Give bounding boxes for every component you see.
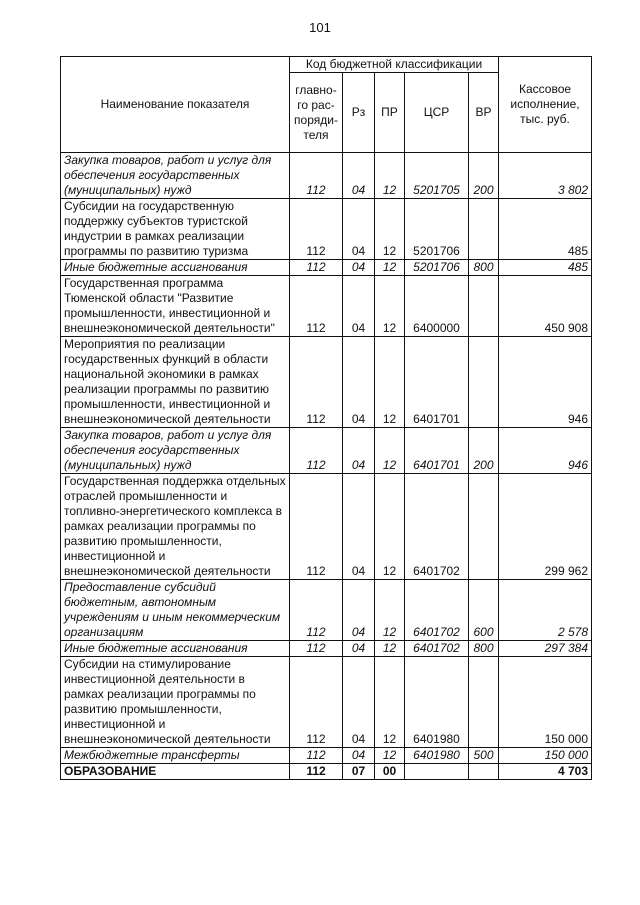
cell-glavny: 112 [290, 276, 343, 337]
cell-pr: 12 [375, 276, 405, 337]
cell-glavny: 112 [290, 260, 343, 276]
header-amount: Кассовое исполнение, тыс. руб. [499, 57, 592, 153]
cell-rz: 04 [343, 748, 375, 764]
cell-csr: 6401980 [405, 748, 469, 764]
cell-glavny: 112 [290, 748, 343, 764]
cell-vr [469, 474, 499, 580]
table-row [61, 748, 592, 764]
cell-name: Мероприятия по реализации государственных функций в области национальной экономики в рамках реализации программы по развитию промышленности, инвестиционной и внешнеэкономической деятельности [61, 337, 290, 428]
cell-amount: 3 802 [499, 153, 592, 199]
cell-vr [469, 764, 499, 780]
header-csr: ЦСР [405, 73, 469, 153]
cell-vr: 600 [469, 580, 499, 641]
cell-rz: 04 [343, 199, 375, 260]
table-row [61, 337, 592, 428]
cell-glavny: 112 [290, 641, 343, 657]
cell-csr: 5201706 [405, 260, 469, 276]
cell-rz: 04 [343, 276, 375, 337]
table-row [61, 260, 592, 276]
cell-glavny: 112 [290, 199, 343, 260]
cell-glavny: 112 [290, 580, 343, 641]
cell-vr [469, 276, 499, 337]
cell-csr: 6401702 [405, 580, 469, 641]
cell-csr: 5201706 [405, 199, 469, 260]
cell-amount: 946 [499, 337, 592, 428]
cell-name: Предоставление субсидий бюджетным, автономным учреждениям и иным некоммерческим организациям [61, 580, 290, 641]
header-name: Наименование показателя [61, 57, 290, 153]
cell-name: Субсидии на государственную поддержку субъектов туристской индустрии в рамках реализации программы по развитию туризма [61, 199, 290, 260]
table-row [61, 641, 592, 657]
cell-csr: 6401702 [405, 641, 469, 657]
cell-rz: 04 [343, 641, 375, 657]
table-row [61, 153, 592, 199]
cell-pr: 12 [375, 260, 405, 276]
cell-pr: 12 [375, 337, 405, 428]
cell-pr: 12 [375, 580, 405, 641]
table-row [61, 474, 592, 580]
table-row [61, 580, 592, 641]
cell-amount: 2 578 [499, 580, 592, 641]
cell-vr: 800 [469, 641, 499, 657]
cell-pr: 12 [375, 657, 405, 748]
page-number: 101 [309, 20, 331, 35]
cell-csr: 6401702 [405, 474, 469, 580]
cell-amount: 297 384 [499, 641, 592, 657]
cell-glavny: 112 [290, 428, 343, 474]
table-body [61, 153, 592, 780]
cell-rz: 04 [343, 657, 375, 748]
cell-amount: 4 703 [499, 764, 592, 780]
cell-pr: 12 [375, 474, 405, 580]
cell-pr: 12 [375, 748, 405, 764]
cell-rz: 04 [343, 337, 375, 428]
cell-amount: 485 [499, 260, 592, 276]
cell-amount: 450 908 [499, 276, 592, 337]
cell-rz: 07 [343, 764, 375, 780]
cell-csr: 5201705 [405, 153, 469, 199]
cell-name: Иные бюджетные ассигнования [61, 641, 290, 657]
cell-pr: 12 [375, 153, 405, 199]
cell-vr: 800 [469, 260, 499, 276]
cell-name: Государственная программа Тюменской области "Развитие промышленности, инвестиционной и внешнеэкономической деятельности" [61, 276, 290, 337]
header-pr: ПР [375, 73, 405, 153]
cell-csr: 6401701 [405, 337, 469, 428]
header-vr: ВР [469, 73, 499, 153]
cell-csr: 6400000 [405, 276, 469, 337]
table-row [61, 764, 592, 780]
cell-glavny: 112 [290, 474, 343, 580]
cell-glavny: 112 [290, 764, 343, 780]
table-row [61, 199, 592, 260]
cell-pr: 12 [375, 428, 405, 474]
cell-amount: 485 [499, 199, 592, 260]
cell-rz: 04 [343, 428, 375, 474]
cell-amount: 150 000 [499, 657, 592, 748]
cell-glavny: 112 [290, 657, 343, 748]
cell-pr: 00 [375, 764, 405, 780]
table-row [61, 657, 592, 748]
cell-name: Субсидии на стимулирование инвестиционной деятельности в рамках реализации программы по развитию промышленности, инвестиционной и внешнеэкономической деятельности [61, 657, 290, 748]
cell-csr: 6401701 [405, 428, 469, 474]
cell-glavny: 112 [290, 337, 343, 428]
cell-csr [405, 764, 469, 780]
cell-rz: 04 [343, 474, 375, 580]
cell-vr [469, 657, 499, 748]
cell-name: ОБРАЗОВАНИЕ [61, 764, 290, 780]
budget-table [60, 56, 592, 780]
table-row [61, 276, 592, 337]
cell-amount: 150 000 [499, 748, 592, 764]
table-row [61, 428, 592, 474]
cell-name: Государственная поддержка отдельных отраслей промышленности и топливно-энергетического комплекса в рамках реализации программы по развитию промышленности, инвестиционной и внешнеэкономической деятельности [61, 474, 290, 580]
cell-vr [469, 199, 499, 260]
cell-pr: 12 [375, 199, 405, 260]
cell-amount: 946 [499, 428, 592, 474]
cell-csr: 6401980 [405, 657, 469, 748]
cell-name: Закупка товаров, работ и услуг для обеспечения государственных (муниципальных) нужд [61, 428, 290, 474]
cell-name: Иные бюджетные ассигнования [61, 260, 290, 276]
cell-rz: 04 [343, 153, 375, 199]
cell-glavny: 112 [290, 153, 343, 199]
cell-name: Межбюджетные трансферты [61, 748, 290, 764]
header-rz: Рз [343, 73, 375, 153]
cell-name: Закупка товаров, работ и услуг для обеспечения государственных (муниципальных) нужд [61, 153, 290, 199]
cell-vr [469, 337, 499, 428]
cell-vr: 200 [469, 428, 499, 474]
header-classification: Код бюджетной классификации [290, 57, 499, 73]
cell-amount: 299 962 [499, 474, 592, 580]
cell-rz: 04 [343, 260, 375, 276]
header-glavny: главно-го рас-поряди-теля [290, 73, 343, 153]
cell-pr: 12 [375, 641, 405, 657]
cell-vr: 500 [469, 748, 499, 764]
cell-vr: 200 [469, 153, 499, 199]
cell-rz: 04 [343, 580, 375, 641]
